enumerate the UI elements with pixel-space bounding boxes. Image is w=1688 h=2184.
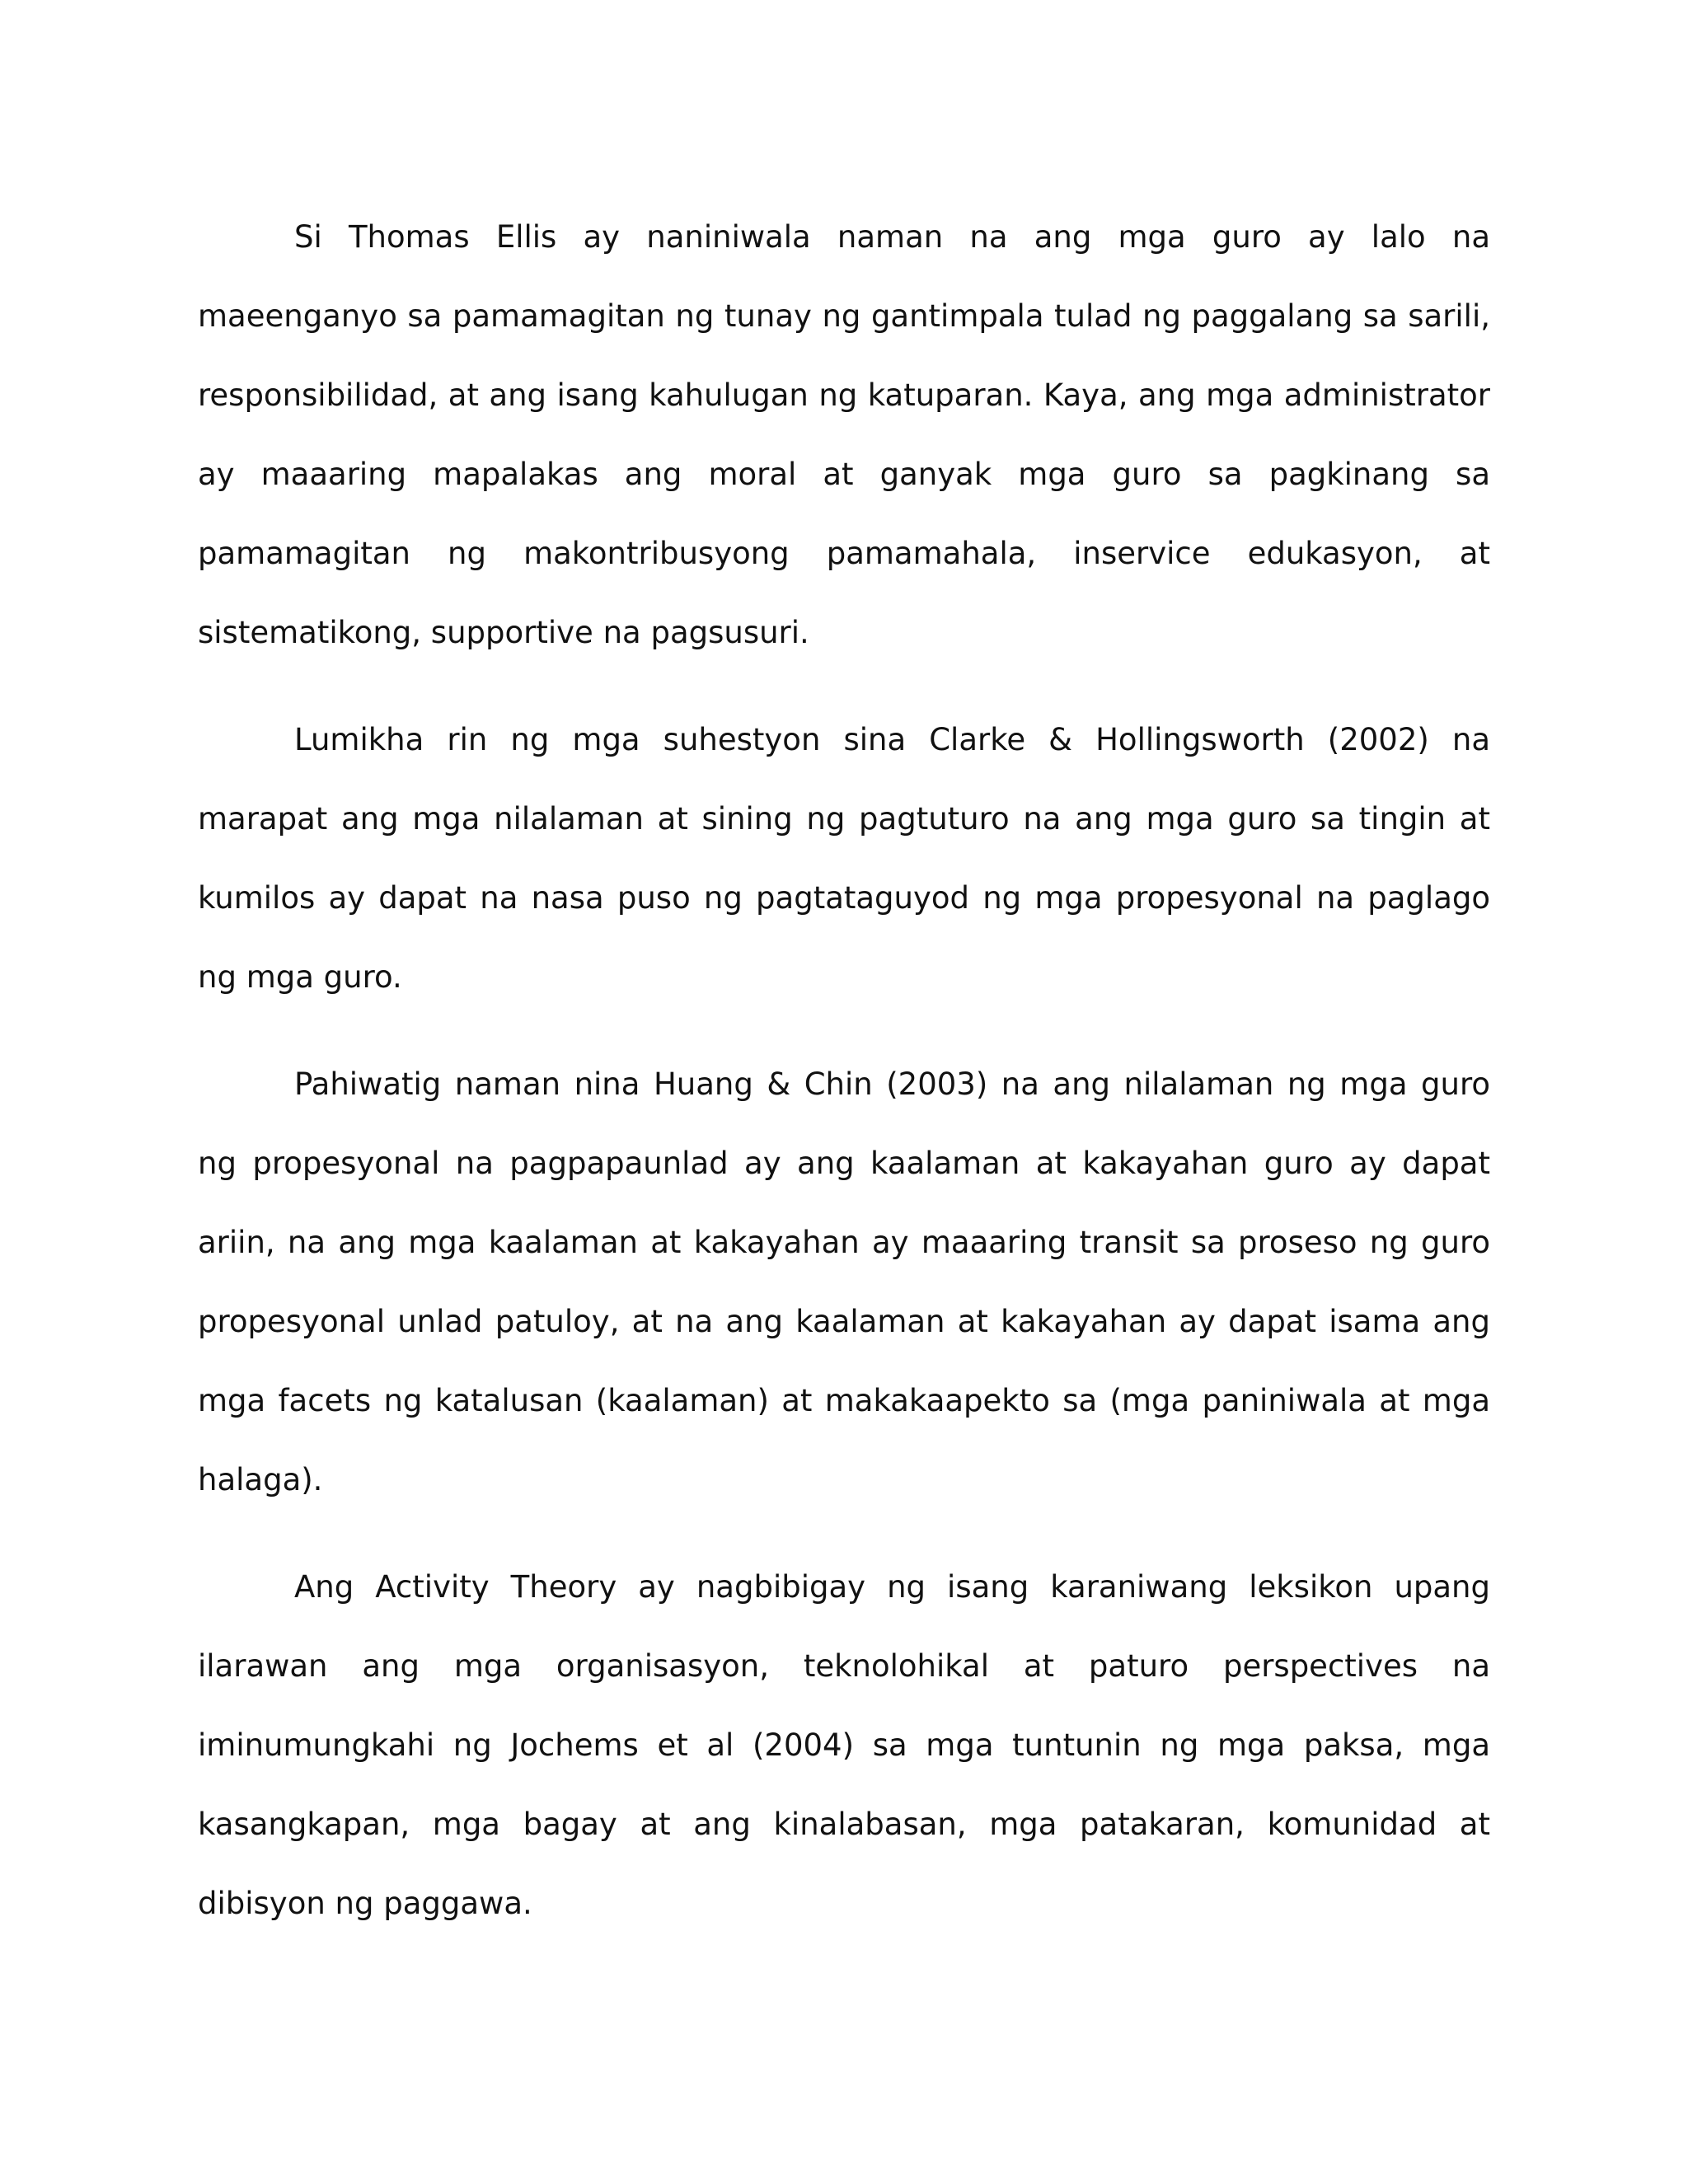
paragraph-clarke-hollingsworth: Lumikha rin ng mga suhestyon sina Clarke & Hollingsworth (2002) na marapat ang mga nilalaman at sining ng pagtuturo na ang mga guro sa tingin at kumilos ay dapat na nasa puso ng pagtataguyod ng mga propesyonal na paglago ng mga guro. [198, 722, 1490, 995]
paragraph-huang-chin: Pahiwatig naman nina Huang & Chin (2003) na ang nilalaman ng mga guro ng propesyonal na pagpapaunlad ay ang kaalaman at kakayahan guro ay dapat ariin, na ang mga kaalaman at kakayahan ay maaaring transit sa proseso ng guro propesyonal unlad patuloy, at na ang kaalaman at kakayahan ay dapat isama ang mga facets ng katalusan (kaalaman) at makakaapekto sa (mga paniniwala at mga halaga). [198, 1066, 1490, 1497]
paragraph-thomas-ellis: Si Thomas Ellis ay naniniwala naman na ang mga guro ay lalo na maeenganyo sa pamamagitan ng tunay ng gantimpala tulad ng paggalang sa sarili, responsibilidad, at ang isang kahulugan ng katuparan. Kaya, ang mga administrator ay maaaring mapalakas ang moral at ganyak mga guro sa pagkinang sa pamamagitan ng makontribusyong pamamahala, inservice edukasyon, at sistematikong, supportive na pagsusuri. [198, 219, 1490, 650]
paragraph-activity-theory: Ang Activity Theory ay nagbibigay ng isang karaniwang leksikon upang ilarawan ang mga organisasyon, teknolohikal at paturo perspectives na iminumungkahi ng Jochems et al (2004) sa mga tuntunin ng mga paksa, mga kasangkapan, mga bagay at ang kinalabasan, mga patakaran, komunidad at dibisyon ng paggawa. [198, 1569, 1490, 1921]
